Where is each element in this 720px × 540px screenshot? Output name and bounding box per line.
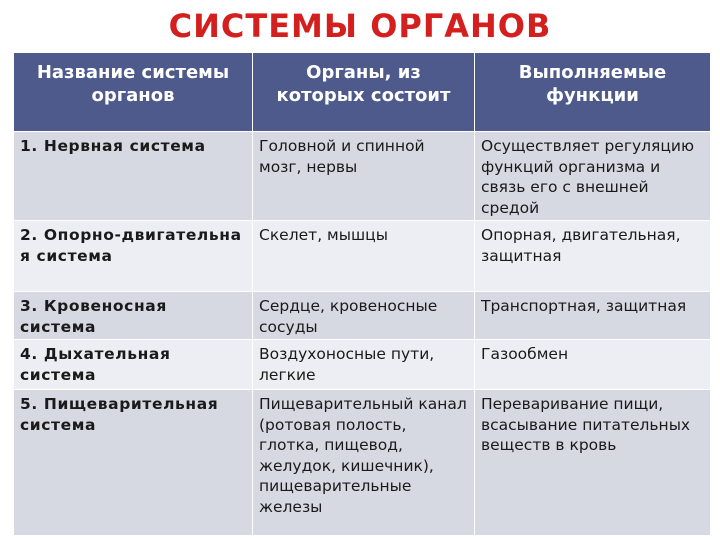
organs-cell: Воздухоносные пути, легкие (253, 340, 475, 390)
system-name-cell: 4. Дыхательная система (14, 340, 253, 390)
table-header-row (14, 53, 711, 132)
functions-cell: Переваривание пищи, всасывание питательных веществ в кровь (475, 390, 711, 536)
column-header-functions: Выполняемые функции (475, 53, 711, 132)
functions-cell: Осуществляет регуляцию функций организма и связь его с внешней средой (475, 132, 711, 221)
functions-cell: Газообмен (475, 340, 711, 390)
system-name-cell: 5. Пищеварительная система (14, 390, 253, 536)
page-title: СИСТЕМЫ ОРГАНОВ (168, 7, 552, 45)
table-row (14, 292, 711, 340)
column-header-system: Название системы органов (14, 53, 253, 132)
organs-cell: Пищеварительный канал (ротовая полость, глотка, пищевод, желудок, кишечник), пищеварительные железы (253, 390, 475, 536)
system-name-cell: 1. Нервная система (14, 132, 253, 221)
table-row (14, 390, 711, 536)
table-row (14, 221, 711, 292)
functions-cell: Опорная, двигательная, защитная (475, 221, 711, 292)
organ-systems-table (13, 52, 711, 536)
organs-cell: Скелет, мышцы (253, 221, 475, 292)
column-header-organs: Органы, из которых состоит (253, 53, 475, 132)
table-row (14, 340, 711, 390)
organs-cell: Сердце, кровеносные сосуды (253, 292, 475, 340)
organs-cell: Головной и спинной мозг, нервы (253, 132, 475, 221)
functions-cell: Транспортная, защитная (475, 292, 711, 340)
system-name-cell: 2. Опорно-двигательна я система (14, 221, 253, 292)
table-row (14, 132, 711, 221)
system-name-cell: 3. Кровеносная система (14, 292, 253, 340)
